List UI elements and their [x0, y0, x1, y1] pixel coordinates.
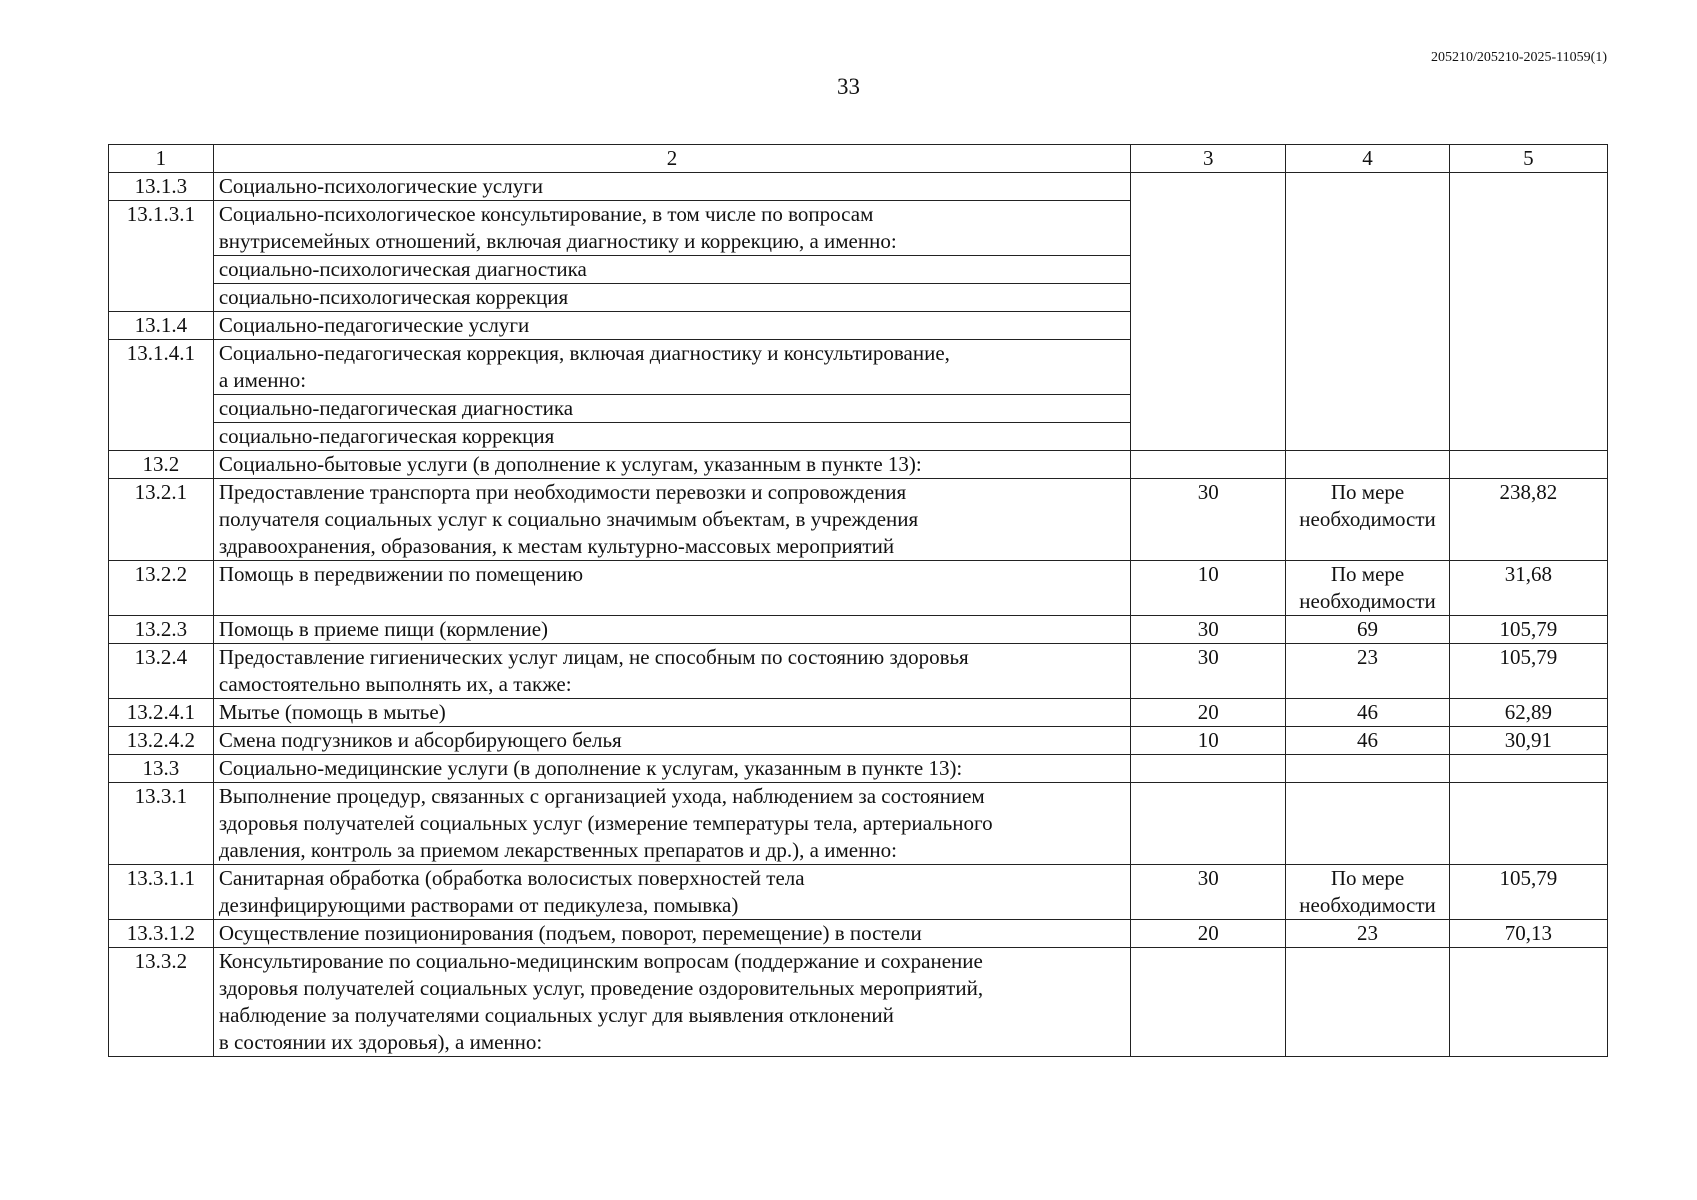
item-description [213, 755, 1130, 783]
item-number: 13.3.1 [109, 783, 214, 865]
table-body [109, 145, 1608, 1057]
cell-line: 23 [1357, 921, 1379, 945]
item-description [213, 284, 1130, 312]
page-number: 33 [837, 74, 860, 99]
table-row [109, 920, 1608, 948]
item-description [213, 201, 1130, 256]
col4-frequency [1286, 920, 1449, 948]
item-number: 13.1.4 [109, 312, 214, 340]
table-row [109, 451, 1608, 479]
cell-line: здоровья получателей социальных услуг (измерение температуры тела, артериального [218, 811, 993, 835]
item-number: 13.2.4.2 [109, 727, 214, 755]
item-description [213, 948, 1130, 1057]
item-number: 13.2 [109, 451, 214, 479]
col5-price: 105,79 [1449, 865, 1607, 920]
col5-price: 30,91 [1449, 727, 1607, 755]
item-description [213, 395, 1130, 423]
col3-value [1131, 451, 1286, 479]
item-number: 13.3.1.1 [109, 865, 214, 920]
item-description [213, 561, 1130, 616]
cell-line: 46 [1357, 728, 1379, 752]
cell-line: Предоставление транспорта при необходимости перевозки и сопровождения [218, 480, 907, 504]
empty-cell [1286, 173, 1449, 451]
table-row [109, 173, 1608, 201]
col5-price: 31,68 [1449, 561, 1607, 616]
table-row [109, 699, 1608, 727]
cell-line: 46 [1357, 700, 1379, 724]
item-number: 13.2.1 [109, 479, 214, 561]
header-row [109, 145, 1608, 173]
item-number: 13.2.3 [109, 616, 214, 644]
item-description [213, 865, 1130, 920]
empty-cell [1131, 173, 1286, 451]
table-row [109, 727, 1608, 755]
cell-line: а именно: [218, 368, 307, 392]
cell-line: Помощь в передвижении по помещению [218, 562, 584, 586]
column-header-1: 1 [109, 145, 214, 173]
col3-value: 30 [1131, 479, 1286, 561]
cell-line: Социально-педагогические услуги [218, 313, 530, 337]
col4-frequency [1286, 783, 1449, 865]
item-number: 13.1.3.1 [109, 201, 214, 312]
cell-line: здравоохранения, образования, к местам культурно-массовых мероприятий [218, 534, 895, 558]
column-header-2: 2 [213, 145, 1130, 173]
table-row [109, 948, 1608, 1057]
col3-value: 20 [1131, 699, 1286, 727]
item-description [213, 173, 1130, 201]
column-header-3: 3 [1131, 145, 1286, 173]
cell-line: социально-педагогическая диагностика [218, 396, 574, 420]
item-description [213, 479, 1130, 561]
item-description [213, 727, 1130, 755]
cell-line: социально-педагогическая коррекция [218, 424, 555, 448]
item-description [213, 616, 1130, 644]
col5-price: 238,82 [1449, 479, 1607, 561]
col3-value: 10 [1131, 561, 1286, 616]
cell-line: Мытье (помощь в мытье) [218, 700, 446, 724]
col3-value [1131, 755, 1286, 783]
item-description [213, 423, 1130, 451]
cell-line: По мере [1330, 866, 1405, 890]
cell-line: в состоянии их здоровья), а именно: [218, 1030, 543, 1054]
col5-price: 105,79 [1449, 616, 1607, 644]
col3-value: 30 [1131, 616, 1286, 644]
col4-frequency [1286, 755, 1449, 783]
item-description [213, 783, 1130, 865]
cell-line: Социально-педагогическая коррекция, включая диагностику и консультирование, [218, 341, 950, 365]
table-row [109, 479, 1608, 561]
cell-line: Социально-психологическое консультирование, в том числе по вопросам [218, 202, 874, 226]
services-table [108, 144, 1608, 1057]
cell-line: Смена подгузников и абсорбирующего белья [218, 728, 622, 752]
col3-value: 20 [1131, 920, 1286, 948]
cell-line: необходимости [1299, 893, 1436, 917]
cell-line: внутрисемейных отношений, включая диагностику и коррекцию, а именно: [218, 229, 897, 253]
item-number: 13.3.2 [109, 948, 214, 1057]
col4-frequency [1286, 616, 1449, 644]
table-row [109, 783, 1608, 865]
item-number: 13.1.4.1 [109, 340, 214, 451]
col5-price [1449, 451, 1607, 479]
table-row [109, 755, 1608, 783]
item-number: 13.1.3 [109, 173, 214, 201]
item-description [213, 699, 1130, 727]
item-description [213, 340, 1130, 395]
cell-line: давления, контроль за приемом лекарственных препаратов и др.), а именно: [218, 838, 897, 862]
cell-line: По мере [1330, 480, 1405, 504]
cell-line: Предоставление гигиенических услуг лицам, не способным по состоянию здоровья [218, 645, 969, 669]
col3-value: 30 [1131, 865, 1286, 920]
cell-line: необходимости [1299, 589, 1436, 613]
item-number: 13.2.4.1 [109, 699, 214, 727]
column-header-5: 5 [1449, 145, 1607, 173]
col3-value: 10 [1131, 727, 1286, 755]
col4-frequency [1286, 865, 1449, 920]
col5-price: 62,89 [1449, 699, 1607, 727]
cell-line: Консультирование по социально-медицинским вопросам (поддержание и сохранение [218, 949, 983, 973]
cell-line: здоровья получателей социальных услуг, проведение оздоровительных мероприятий, [218, 976, 984, 1000]
cell-line: наблюдение за получателями социальных услуг для выявления отклонений [218, 1003, 894, 1027]
cell-line: Социально-психологические услуги [218, 174, 544, 198]
cell-line: Выполнение процедур, связанных с организацией ухода, наблюдением за состоянием [218, 784, 985, 808]
col4-frequency [1286, 948, 1449, 1057]
table-row [109, 865, 1608, 920]
col3-value: 30 [1131, 644, 1286, 699]
col5-price: 105,79 [1449, 644, 1607, 699]
item-description [213, 451, 1130, 479]
cell-line: Социально-медицинские услуги (в дополнение к услугам, указанным в пункте 13): [218, 756, 963, 780]
document-id: 205210/205210-2025-11059(1) [1430, 50, 1607, 65]
col4-frequency [1286, 479, 1449, 561]
col4-frequency [1286, 699, 1449, 727]
cell-line: По мере [1330, 562, 1405, 586]
cell-line: дезинфицирующими растворами от педикулеза, помывка) [218, 893, 739, 917]
col5-price [1449, 755, 1607, 783]
col4-frequency [1286, 644, 1449, 699]
col4-frequency [1286, 727, 1449, 755]
cell-line: 23 [1357, 645, 1379, 669]
col5-price [1449, 948, 1607, 1057]
col3-value [1131, 783, 1286, 865]
cell-line: Помощь в приеме пищи (кормление) [218, 617, 549, 641]
cell-line: самостоятельно выполнять их, а также: [218, 672, 572, 696]
cell-line: Осуществление позиционирования (подъем, поворот, перемещение) в постели [218, 921, 922, 945]
col5-price [1449, 783, 1607, 865]
empty-cell [1449, 173, 1607, 451]
cell-line: социально-психологическая диагностика [218, 257, 587, 281]
cell-line: Санитарная обработка (обработка волосистых поверхностей тела [218, 866, 805, 890]
col5-price: 70,13 [1449, 920, 1607, 948]
item-description [213, 920, 1130, 948]
cell-line: социально-психологическая коррекция [218, 285, 569, 309]
cell-line: Социально-бытовые услуги (в дополнение к услугам, указанным в пункте 13): [218, 452, 922, 476]
item-number: 13.3.1.2 [109, 920, 214, 948]
item-number: 13.3 [109, 755, 214, 783]
col4-frequency [1286, 561, 1449, 616]
item-description [213, 256, 1130, 284]
table-row [109, 644, 1608, 699]
item-description [213, 312, 1130, 340]
column-header-4: 4 [1286, 145, 1449, 173]
cell-line: необходимости [1299, 507, 1436, 531]
cell-line: получателя социальных услуг к социально значимым объектам, в учреждения [218, 507, 919, 531]
item-number: 13.2.2 [109, 561, 214, 616]
table-row [109, 561, 1608, 616]
cell-line: 69 [1357, 617, 1379, 641]
item-number: 13.2.4 [109, 644, 214, 699]
table-row [109, 616, 1608, 644]
col4-frequency [1286, 451, 1449, 479]
item-description [213, 644, 1130, 699]
col3-value [1131, 948, 1286, 1057]
